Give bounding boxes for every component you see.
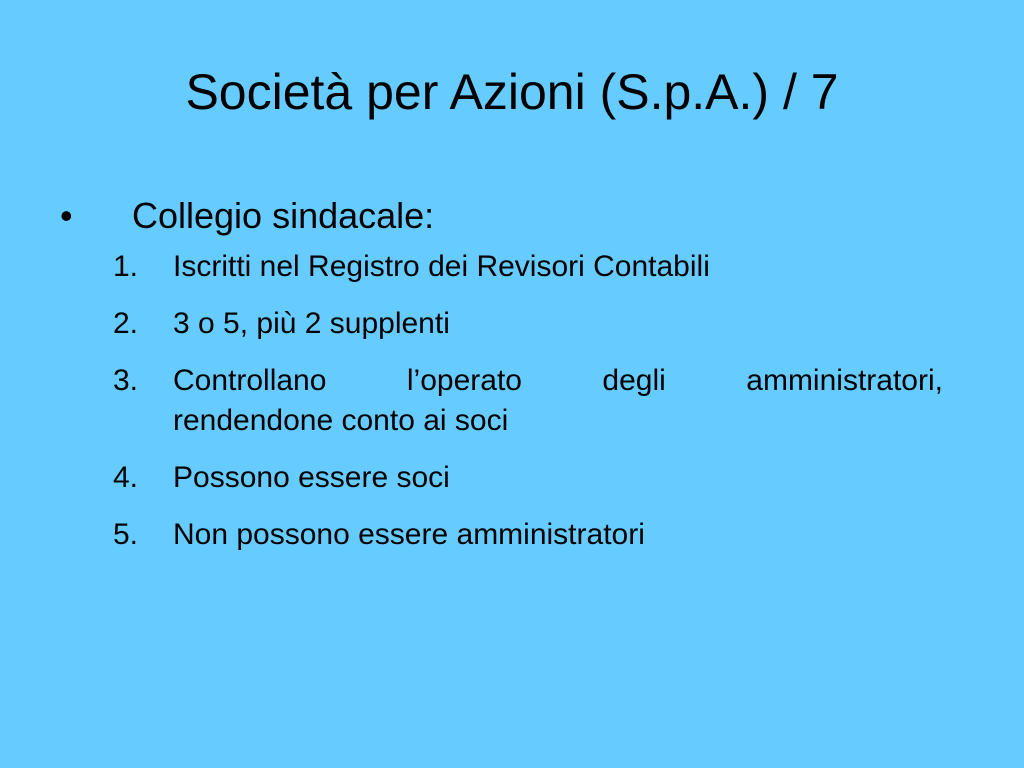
list-item-number: 4. — [113, 461, 139, 494]
list-item — [113, 458, 943, 498]
word: amministratori, — [746, 364, 943, 397]
slide-title: Società per Azioni (S.p.A.) / 7 — [185, 64, 839, 120]
bullet-text: Collegio sindacale: — [132, 195, 435, 236]
list-item — [113, 247, 943, 287]
list-item-number: 2. — [113, 307, 139, 340]
bullet-dot-icon: • — [60, 195, 73, 236]
list-item-number: 1. — [113, 250, 139, 283]
list-item-text: 3 o 5, più 2 supplenti — [173, 307, 450, 340]
list-item-text — [173, 361, 943, 441]
word: Controllano — [173, 364, 327, 397]
list-item — [113, 361, 943, 441]
numbered-list — [113, 247, 943, 572]
list-item-line-2: rendendone conto ai soci — [173, 404, 509, 437]
list-item-text: Non possono essere amministratori — [173, 518, 645, 551]
list-item-text: Possono essere soci — [173, 461, 450, 494]
list-item-number: 5. — [113, 518, 139, 551]
list-item-number: 3. — [113, 364, 139, 397]
word: l’operato — [406, 364, 522, 397]
list-item-text: Iscritti nel Registro dei Revisori Contabili — [173, 250, 710, 283]
list-item — [113, 515, 943, 555]
word: degli — [602, 364, 666, 397]
list-item-line-1 — [173, 361, 943, 401]
list-item — [113, 304, 943, 344]
